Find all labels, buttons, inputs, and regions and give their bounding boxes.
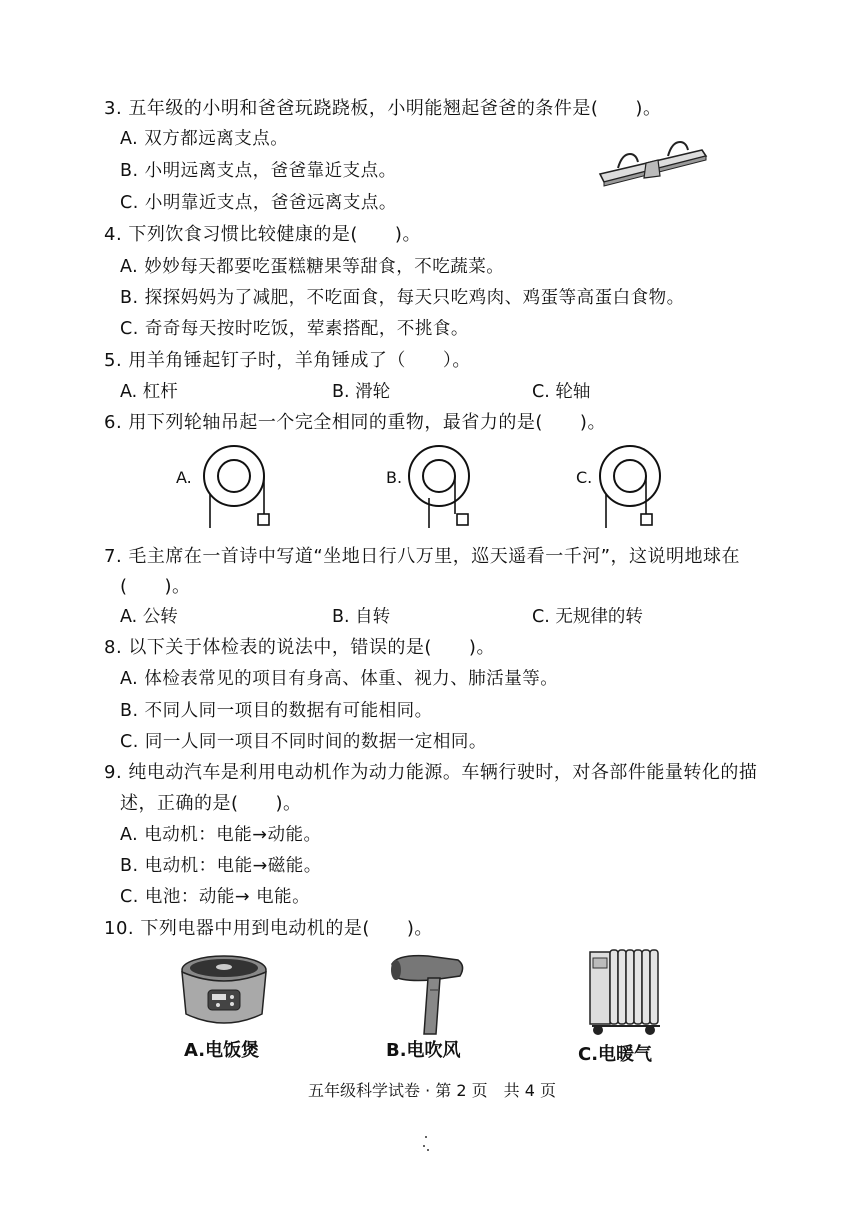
question-8-option-a: A. 体检表常见的项目有身高、体重、视力、肺活量等。 bbox=[120, 669, 559, 689]
question-3-option-b: B. 小明远离支点，爸爸靠近支点。 bbox=[120, 161, 397, 181]
rice-cooker-icon bbox=[178, 950, 270, 1032]
question-4-option-a: A. 妙妙每天都要吃蛋糕糖果等甜食，不吃蔬菜。 bbox=[120, 257, 505, 277]
question-3-stem: 3. 五年级的小明和爸爸玩跷跷板，小明能翘起爸爸的条件是( )。 bbox=[104, 98, 662, 119]
question-5-option-c: C. 轮轴 bbox=[532, 382, 591, 402]
wheel-axle-a-figure bbox=[200, 440, 280, 532]
wheel-axle-label-a: A. bbox=[176, 468, 192, 487]
question-4-option-b: B. 探探妈妈为了减肥，不吃面食，每天只吃鸡肉、鸡蛋等高蛋白食物。 bbox=[120, 288, 685, 308]
appliance-caption-a: A.电饭煲 bbox=[184, 1040, 260, 1061]
question-7-option-a: A. 公转 bbox=[120, 607, 178, 627]
question-5-option-b: B. 滑轮 bbox=[332, 382, 391, 402]
seesaw-illustration bbox=[598, 130, 708, 190]
appliance-caption-b: B.电吹风 bbox=[386, 1040, 461, 1061]
question-7-stem-line-2: ( )。 bbox=[120, 576, 191, 597]
question-5-stem: 5. 用羊角锤起钉子时，羊角锤成了（ ）。 bbox=[104, 350, 471, 371]
wheel-axle-b-figure bbox=[405, 440, 485, 532]
question-9-stem-line-1: 9. 纯电动汽车是利用电动机作为动力能源。车辆行驶时，对各部件能量转化的描 bbox=[104, 762, 758, 783]
question-9-option-a: A. 电动机：电能→动能。 bbox=[120, 825, 322, 845]
hair-dryer-icon bbox=[388, 950, 468, 1038]
question-4-stem: 4. 下列饮食习惯比较健康的是( )。 bbox=[104, 224, 421, 245]
page-footer: 五年级科学试卷 · 第 2 页 共 4 页 bbox=[308, 1081, 556, 1100]
question-8-option-b: B. 不同人同一项目的数据有可能相同。 bbox=[120, 701, 433, 721]
question-4-option-c: C. 奇奇每天按时吃饭，荤素搭配，不挑食。 bbox=[120, 319, 469, 339]
question-3-option-a: A. 双方都远离支点。 bbox=[120, 129, 289, 149]
question-10-stem: 10. 下列电器中用到电动机的是( )。 bbox=[104, 918, 433, 939]
question-7-stem-line-1: 7. 毛主席在一首诗中写道“坐地日行八万里，巡天遥看一千河”，这说明地球在 bbox=[104, 546, 741, 567]
oil-heater-icon bbox=[586, 946, 666, 1038]
question-7-option-b: B. 自转 bbox=[332, 607, 391, 627]
question-9-option-c: C. 电池：动能→ 电能。 bbox=[120, 887, 311, 907]
wheel-axle-label-b: B. bbox=[386, 468, 403, 487]
question-5-option-a: A. 杠杆 bbox=[120, 382, 178, 402]
wheel-axle-label-c: C. bbox=[576, 468, 593, 487]
question-8-stem: 8. 以下关于体检表的说法中，错误的是( )。 bbox=[104, 637, 495, 658]
question-3-option-c: C. 小明靠近支点，爸爸远离支点。 bbox=[120, 193, 397, 213]
scan-speck-mark bbox=[420, 1134, 432, 1156]
wheel-axle-c-figure bbox=[596, 440, 676, 532]
question-9-stem-line-2: 述，正确的是( )。 bbox=[120, 793, 302, 814]
question-6-stem: 6. 用下列轮轴吊起一个完全相同的重物，最省力的是( )。 bbox=[104, 412, 606, 433]
question-8-option-c: C. 同一人同一项目不同时间的数据一定相同。 bbox=[120, 732, 487, 752]
question-7-option-c: C. 无规律的转 bbox=[532, 607, 643, 627]
appliance-caption-c: C.电暖气 bbox=[578, 1044, 653, 1065]
question-9-option-b: B. 电动机：电能→磁能。 bbox=[120, 856, 322, 876]
